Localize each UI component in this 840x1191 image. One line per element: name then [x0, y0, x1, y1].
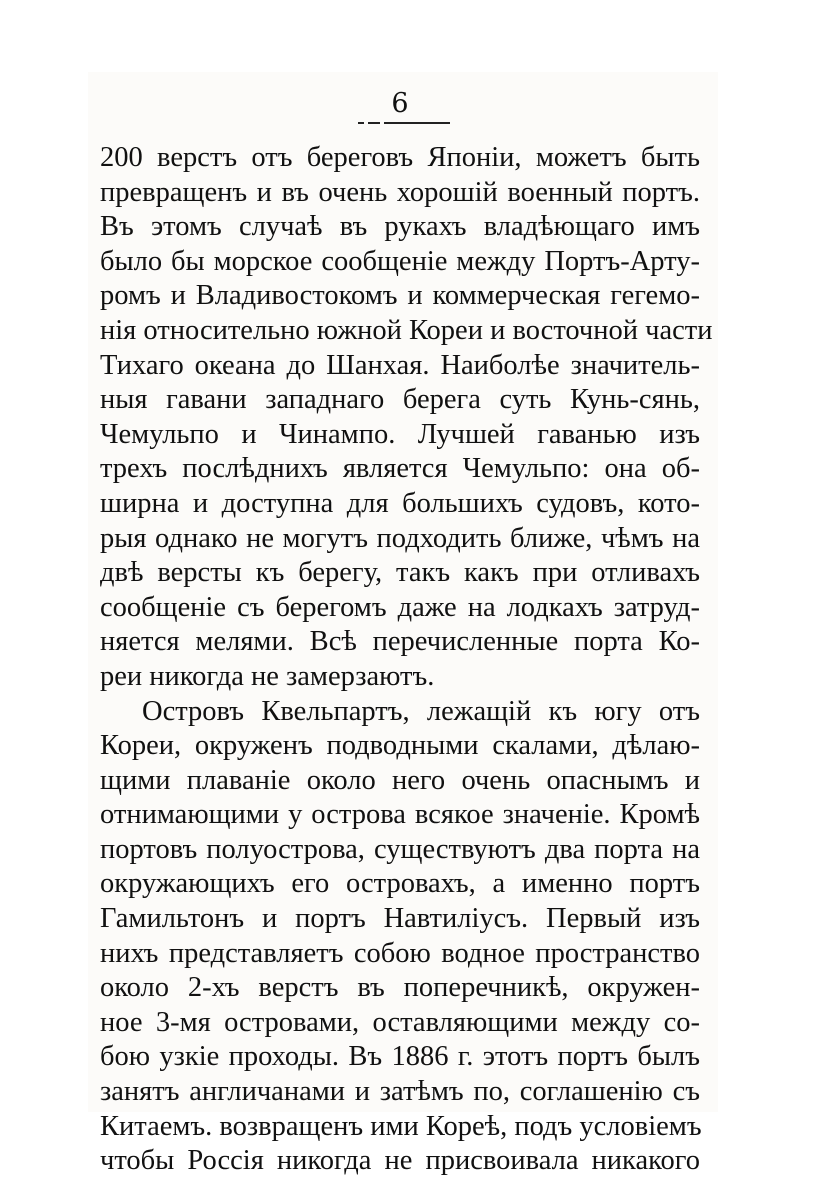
text-line: ныя гавани западнаго берега суть Кунь-сянь,: [100, 384, 700, 416]
text-line: рыя однако не могутъ подходить ближе, чѣмъ на: [100, 522, 700, 554]
text-line: Въ этомъ случаѣ въ рукахъ владѣющаго имъ: [100, 211, 700, 243]
text-line: Тихаго океана до Шанхая. Наиболѣе значитель-: [100, 349, 700, 381]
text-line: нія относительно южной Кореи и восточной части: [100, 314, 713, 346]
text-line: было бы морское сообщеніе между Портъ-Арту-: [100, 245, 700, 277]
text-line: сообщеніе съ берегомъ даже на лодкахъ затруд-: [100, 591, 700, 623]
text-line: превращенъ и въ очень хорошій военный портъ.: [100, 176, 700, 208]
text-line: чтобы Россія никогда не присвоивала никакого: [100, 1145, 700, 1177]
text-line: около 2-хъ верстъ въ поперечникѣ, окружен-: [100, 972, 700, 1004]
text-line: ширна и доступна для большихъ судовъ, кото-: [100, 487, 700, 519]
text-line: ное 3-мя островами, оставляющими между со-: [100, 1006, 700, 1038]
text-line-paragraph-start: Островъ Квельпартъ, лежащій къ югу отъ: [142, 695, 700, 727]
text-line: отнимающими у острова всякое значеніе. Кромѣ: [100, 799, 700, 831]
body-text: [100, 141, 713, 1179]
text-line: ромъ и Владивостокомъ и коммерческая гегемо-: [100, 280, 700, 312]
page-number: 6: [391, 88, 409, 119]
text-line: щими плаваніе около него очень опаснымъ и: [100, 764, 700, 796]
text-line: нихъ представляетъ собою водное пространство: [100, 937, 700, 969]
text-line: трехъ послѣднихъ является Чемульпо: она об-: [100, 453, 700, 485]
text-line: бою узкіе проходы. Въ 1886 г. этотъ портъ былъ: [100, 1041, 700, 1073]
text-line: окружающихъ его островахъ, а именно портъ: [100, 868, 700, 900]
text-line: Гамильтонъ и портъ Навтилiусъ. Первый изъ: [100, 903, 700, 935]
text-line: двѣ версты къ берегу, такъ какъ при отливахъ: [100, 557, 700, 589]
text-line: няется мелями. Всѣ перечисленные порта Ко-: [100, 626, 700, 658]
text-line-paragraph-end: реи никогда не замерзаютъ.: [100, 660, 435, 692]
text-line: 200 верстъ отъ береговъ Японіи, можетъ быть: [100, 142, 700, 173]
header-rule: [358, 122, 450, 124]
text-line: занятъ англичанами и затѣмъ по, соглашенію съ: [100, 1076, 700, 1108]
text-line: Чемульпо и Чинампо. Лучшей гаванью изъ: [100, 418, 700, 450]
text-line: Китаемъ. возвращенъ ими Кореѣ, подъ условіемъ: [100, 1110, 702, 1142]
text-line: портовъ полуострова, существуютъ два порта на: [100, 833, 700, 865]
text-line: Кореи, окруженъ подводными скалами, дѣлаю-: [100, 730, 700, 762]
